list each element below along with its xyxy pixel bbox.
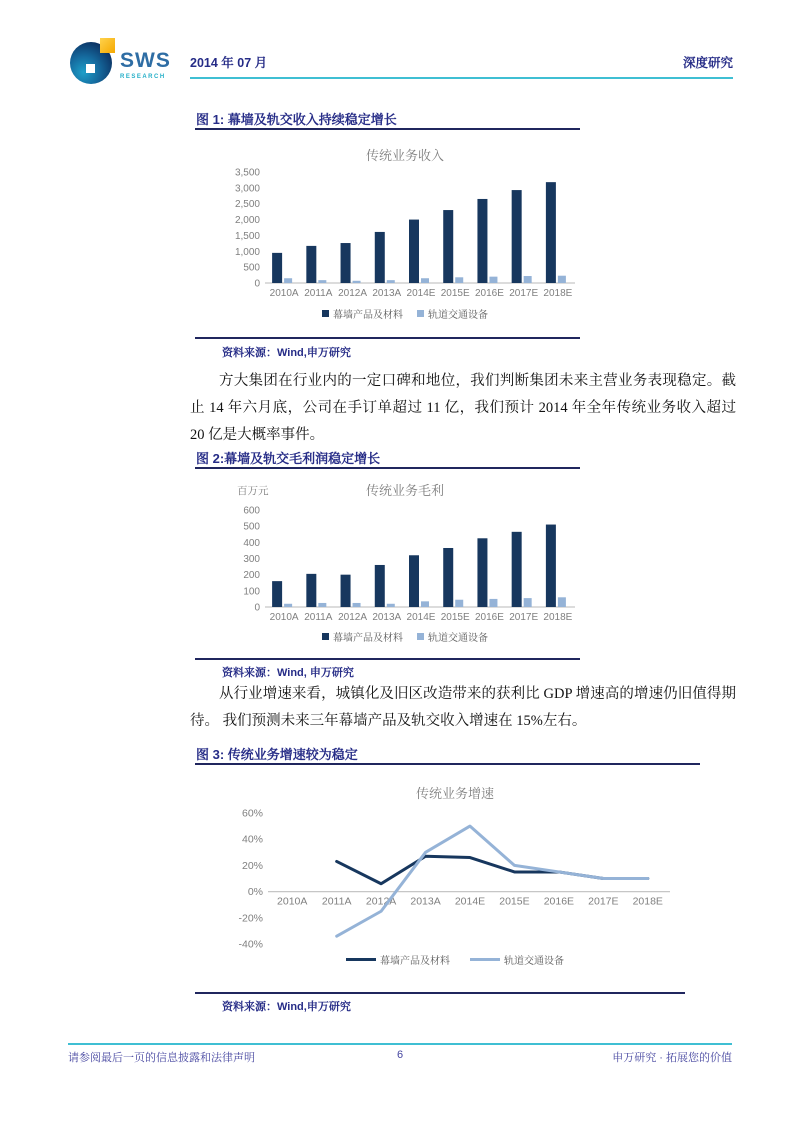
svg-text:60%: 60% [241,807,263,820]
svg-text:400: 400 [243,537,260,549]
figure-2-source: 资料来源：Wind, 申万研究 [222,667,354,679]
svg-text:200: 200 [243,570,260,582]
footer-rule [68,1043,732,1045]
svg-text:2017E: 2017E [588,895,619,908]
svg-text:2014E: 2014E [454,895,486,908]
svg-text:2011A: 2011A [304,288,333,299]
legend-item [322,629,403,644]
svg-text:2015E: 2015E [499,895,530,908]
legend-swatch [322,310,329,317]
figure-1-caption-rule [195,128,580,130]
report-type: 深度研究 [682,56,733,70]
svg-text:0%: 0% [247,886,263,899]
svg-text:0: 0 [254,278,260,290]
chart-2-canvas [225,498,585,633]
svg-text:2013A: 2013A [372,288,402,299]
svg-text:40%: 40% [241,833,263,846]
svg-text:2017E: 2017E [509,288,539,299]
svg-text:-20%: -20% [238,912,263,925]
svg-text:500: 500 [243,521,260,533]
brand-subtitle: RESEARCH [120,74,166,80]
svg-text:-40%: -40% [238,938,263,951]
figure-2-source-rule [195,658,580,660]
chart-2-unit-label: 百万元 [237,485,269,497]
chart-2-title: 传统业务毛利 [365,483,444,498]
figure-3-caption-rule [195,763,700,765]
svg-text:2018E: 2018E [632,895,663,908]
chart-3-title: 传统业务增速 [415,786,494,801]
figure-1-source-rule [195,337,580,339]
legend-label: 幕墙产品及材料 [333,310,403,321]
svg-text:2016E: 2016E [543,895,575,908]
legend-item [417,306,488,321]
svg-text:2015E: 2015E [440,288,470,299]
legend-line-swatch [470,958,500,961]
figure-1-source: 资料来源：Wind,申万研究 [222,347,351,359]
legend-swatch [417,310,424,317]
chart-1-title: 传统业务收入 [365,148,444,163]
figure-3-source: 资料来源：Wind,申万研究 [222,1001,351,1013]
chart-2-legend [225,629,585,644]
svg-text:2016E: 2016E [474,612,504,623]
svg-text:2,500: 2,500 [234,199,260,211]
svg-text:2015E: 2015E [440,612,470,623]
legend-label: 轨道交通设备 [504,956,564,967]
legend-item [470,952,564,967]
svg-text:2016E: 2016E [474,288,504,299]
svg-text:20%: 20% [241,859,263,872]
svg-text:1,500: 1,500 [234,230,260,242]
figure-3-caption: 图 3: 传统业务增速较为稳定 [196,747,358,762]
svg-text:2010A: 2010A [269,612,299,623]
svg-text:100: 100 [243,586,260,598]
svg-text:2014E: 2014E [406,288,436,299]
svg-text:2012A: 2012A [338,612,368,623]
figure-2-caption: 图 2:幕墙及轨交毛利润稳定增长 [196,451,381,466]
body-paragraph-2: 从行业增速来看，城镇化及旧区改造带来的获利比 GDP 增速高的增速仍旧值得期待。 我们预测未来三年幕墙产品及轨交收入增速在 15%左右。 [190,686,736,729]
report-date: 2014 年 07 月 [190,56,268,70]
legend-label: 轨道交通设备 [428,310,488,321]
svg-text:0: 0 [254,602,260,614]
svg-text:300: 300 [243,554,260,565]
footer-slogan: 申万研究 · 拓展您的价值 [612,1052,732,1064]
svg-text:2018E: 2018E [543,288,573,299]
legend-swatch [417,633,424,640]
svg-text:2012A: 2012A [365,895,397,908]
svg-text:500: 500 [243,262,260,274]
chart-1-canvas [225,160,585,310]
svg-text:600: 600 [243,505,260,517]
footer-page-number: 6 [396,1049,404,1061]
svg-text:2011A: 2011A [304,612,333,623]
brand-name: SWS [120,49,171,72]
chart-1-legend [225,306,585,321]
chart-3-canvas [230,800,680,960]
footer-disclaimer: 请参阅最后一页的信息披露和法律声明 [68,1052,255,1064]
svg-text:2014E: 2014E [406,612,436,623]
legend-label: 幕墙产品及材料 [333,633,403,644]
sws-logo [66,38,186,92]
figure-1-caption: 图 1: 幕墙及轨交收入持续稳定增长 [196,112,397,127]
svg-text:2013A: 2013A [410,895,441,908]
figure-2-caption-rule [195,467,580,469]
svg-text:2013A: 2013A [372,612,402,623]
legend-line-swatch [346,958,376,961]
body-paragraph-1: 方大集团在行业内的一定口碑和地位，我们判断集团未来主营业务表现稳定。截止 14 年六月底，公司在手订单超过 11 亿，我们预计 2014 年全年传统业务收入超过 20 亿是大概率事件。 [190,373,736,443]
legend-label: 轨道交通设备 [428,633,488,644]
svg-text:2,000: 2,000 [234,215,260,227]
legend-item [322,306,403,321]
svg-text:3,500: 3,500 [234,167,260,179]
sws-logo-notch [86,64,95,73]
svg-text:2011A: 2011A [321,895,352,908]
legend-item [346,952,450,967]
svg-text:2017E: 2017E [509,612,539,623]
svg-text:3,000: 3,000 [234,183,260,195]
svg-text:1,000: 1,000 [234,246,260,258]
legend-swatch [322,633,329,640]
svg-text:2010A: 2010A [269,288,299,299]
sws-logo-yellow-square [100,38,115,53]
svg-text:2010A: 2010A [277,895,308,908]
svg-text:2018E: 2018E [543,612,573,623]
figure-3-source-rule [195,992,685,994]
legend-item [417,629,488,644]
chart-3-legend [230,952,680,967]
header-rule [190,77,733,79]
legend-label: 幕墙产品及材料 [380,956,450,967]
svg-text:2012A: 2012A [338,288,368,299]
